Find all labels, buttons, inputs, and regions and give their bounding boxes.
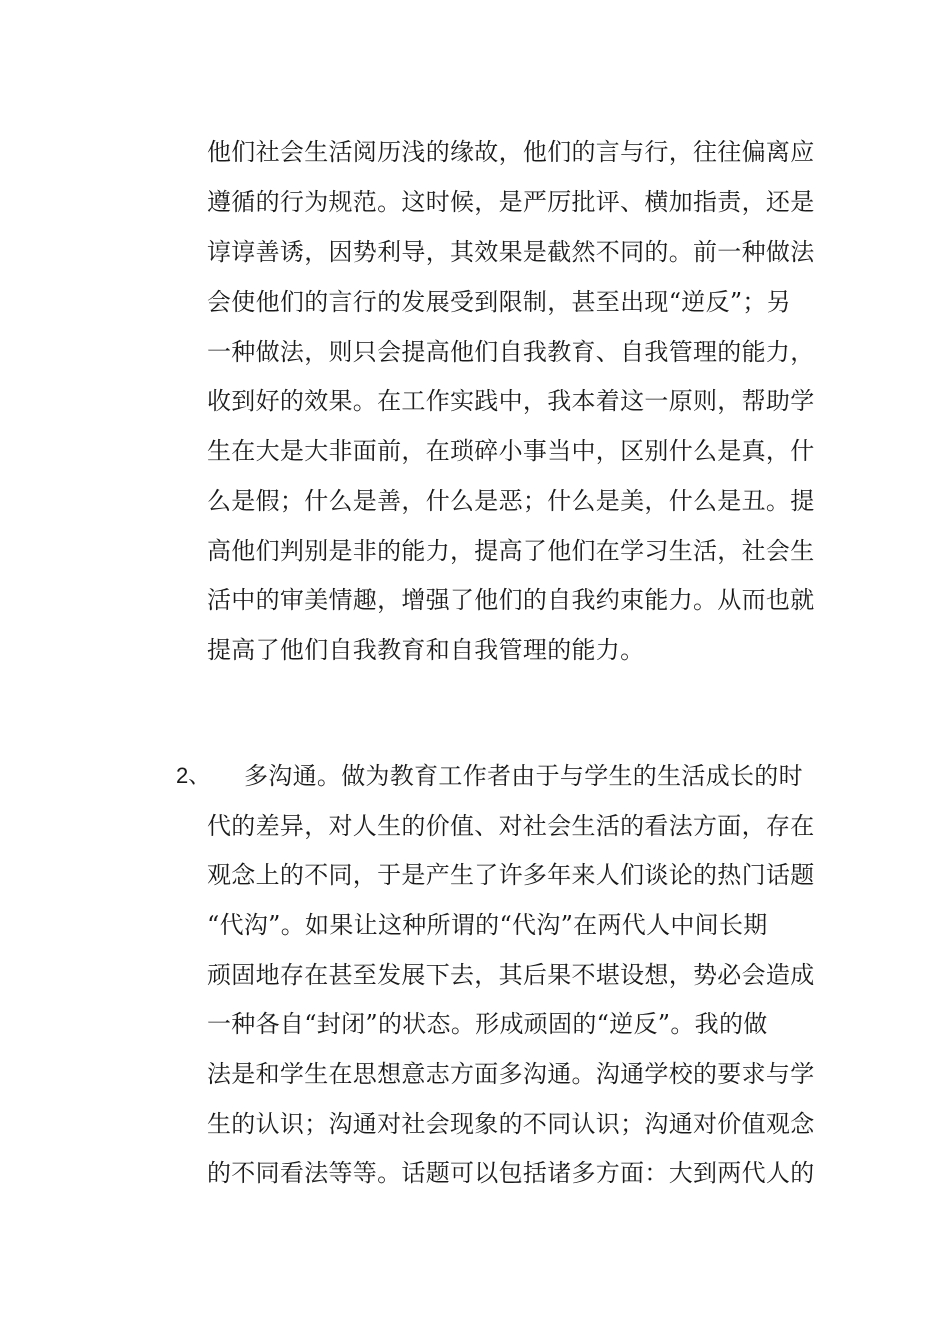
paragraph-line: 遵循的行为规范。这时候，是严厉批评、横加指责，还是	[207, 188, 815, 216]
list-number: 2、	[176, 763, 211, 788]
paragraph-line: 高他们判别是非的能力，提高了他们在学习生活，社会生	[207, 537, 815, 565]
paragraph-line: 提高了他们自我教育和自我管理的能力。	[207, 636, 645, 664]
paragraph-line: 多沟通。做为教育工作者由于与学生的生活成长的时	[244, 762, 803, 790]
paragraph-line: 代的差异，对人生的价值、对社会生活的看法方面，存在	[207, 812, 815, 840]
paragraph-line: 观念上的不同，于是产生了许多年来人们谈论的热门话题	[207, 861, 815, 889]
paragraph-line: 会使他们的言行的发展受到限制，甚至出现“逆反”；另	[207, 288, 792, 316]
paragraph-line: 活中的审美情趣，增强了他们的自我约束能力。从而也就	[207, 586, 815, 614]
paragraph-line: 他们社会生活阅历浅的缘故，他们的言与行，往往偏离应	[207, 138, 815, 166]
paragraph-line: “代沟”。如果让这种所谓的“代沟”在两代人中间长期	[207, 911, 768, 939]
paragraph-line: 一种做法，则只会提高他们自我教育、自我管理的能力，	[207, 338, 815, 366]
paragraph-line: 的不同看法等等。话题可以包括诸多方面：大到两代人的	[207, 1159, 815, 1187]
paragraph-line: 谆谆善诱，因势利导，其效果是截然不同的。前一种做法	[207, 238, 815, 266]
paragraph-line: 生在大是大非面前，在琐碎小事当中，区别什么是真，什	[207, 437, 815, 465]
paragraph-line: 收到好的效果。在工作实践中，我本着这一原则，帮助学	[207, 387, 815, 415]
paragraph-line: 法是和学生在思想意志方面多沟通。沟通学校的要求与学	[207, 1060, 815, 1088]
paragraph-line: 顽固地存在甚至发展下去，其后果不堪设想，势必会造成	[207, 961, 815, 989]
paragraph-line: 生的认识；沟通对社会现象的不同认识；沟通对价值观念	[207, 1110, 815, 1138]
paragraph-line: 么是假；什么是善，什么是恶；什么是美，什么是丑。提	[207, 487, 815, 515]
paragraph-line: 一种各自“封闭”的状态。形成顽固的“逆反”。我的做	[207, 1010, 768, 1038]
